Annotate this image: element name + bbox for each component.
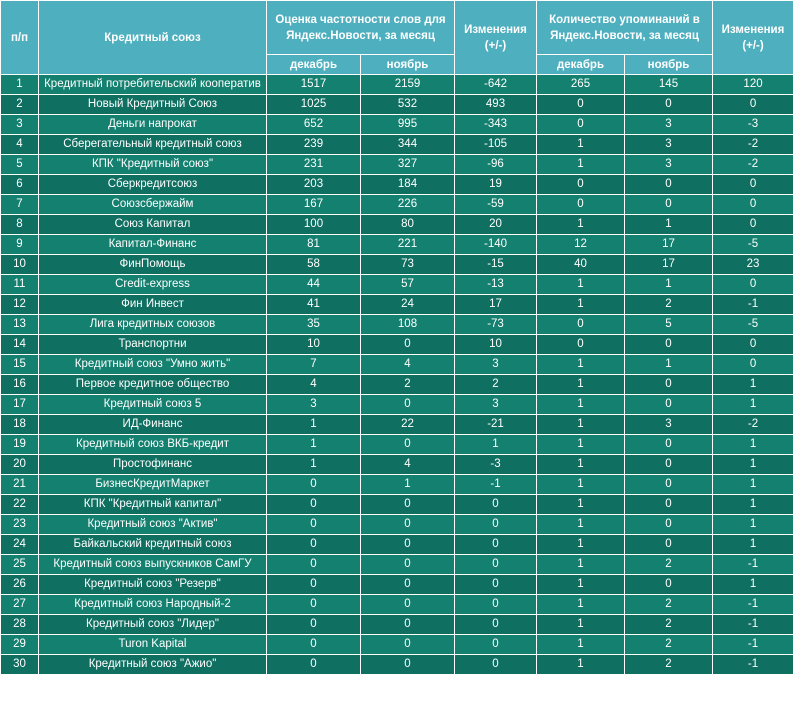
cell-num: 15 [1, 355, 39, 375]
cell-frequency-december: 1517 [267, 75, 361, 95]
cell-frequency-november: 221 [361, 235, 455, 255]
cell-name: Кредитный союз "Умно жить" [39, 355, 267, 375]
cell-mentions-change: 120 [713, 75, 793, 95]
cell-mentions-change: 1 [713, 535, 793, 555]
cell-frequency-change: 0 [455, 635, 537, 655]
table-row [1, 355, 793, 375]
table-row [1, 635, 793, 655]
table-row [1, 555, 793, 575]
cell-frequency-november: 0 [361, 335, 455, 355]
cell-frequency-change: -140 [455, 235, 537, 255]
cell-num: 23 [1, 515, 39, 535]
header-mentions-november: ноябрь [625, 55, 713, 75]
cell-mentions-change: 0 [713, 95, 793, 115]
cell-frequency-november: 0 [361, 595, 455, 615]
cell-frequency-november: 1 [361, 475, 455, 495]
table-header [1, 1, 793, 75]
cell-mentions-change: 1 [713, 495, 793, 515]
cell-mentions-november: 0 [625, 535, 713, 555]
cell-num: 27 [1, 595, 39, 615]
cell-mentions-november: 2 [625, 295, 713, 315]
cell-mentions-november: 2 [625, 635, 713, 655]
cell-mentions-change: 1 [713, 395, 793, 415]
cell-mentions-change: 0 [713, 275, 793, 295]
cell-frequency-november: 4 [361, 455, 455, 475]
cell-num: 29 [1, 635, 39, 655]
cell-mentions-change: -1 [713, 555, 793, 575]
cell-frequency-change: 17 [455, 295, 537, 315]
cell-name: ИД-Финанс [39, 415, 267, 435]
cell-num: 22 [1, 495, 39, 515]
cell-name: Кредитный потребительский кооператив [39, 75, 267, 95]
cell-name: Turon Kapital [39, 635, 267, 655]
cell-mentions-november: 2 [625, 595, 713, 615]
table-row [1, 475, 793, 495]
cell-frequency-change: -343 [455, 115, 537, 135]
cell-mentions-change: -3 [713, 115, 793, 135]
cell-frequency-november: 0 [361, 635, 455, 655]
cell-frequency-december: 0 [267, 515, 361, 535]
cell-mentions-change: -1 [713, 615, 793, 635]
table-row [1, 455, 793, 475]
cell-name: Credit-express [39, 275, 267, 295]
cell-frequency-change: 1 [455, 435, 537, 455]
cell-frequency-change: 3 [455, 395, 537, 415]
cell-num: 13 [1, 315, 39, 335]
cell-frequency-november: 184 [361, 175, 455, 195]
cell-mentions-december: 1 [537, 155, 625, 175]
cell-mentions-november: 0 [625, 375, 713, 395]
cell-mentions-december: 1 [537, 515, 625, 535]
header-row-top [1, 1, 793, 55]
cell-name: Простофинанс [39, 455, 267, 475]
cell-mentions-december: 1 [537, 215, 625, 235]
header-num: п/п [1, 1, 39, 75]
cell-num: 18 [1, 415, 39, 435]
table-row [1, 155, 793, 175]
cell-frequency-change: 493 [455, 95, 537, 115]
cell-mentions-december: 1 [537, 355, 625, 375]
cell-mentions-december: 12 [537, 235, 625, 255]
cell-mentions-november: 17 [625, 235, 713, 255]
cell-frequency-change: 10 [455, 335, 537, 355]
cell-mentions-december: 0 [537, 335, 625, 355]
cell-num: 26 [1, 575, 39, 595]
cell-mentions-november: 2 [625, 655, 713, 675]
cell-mentions-november: 1 [625, 275, 713, 295]
cell-mentions-change: -2 [713, 135, 793, 155]
table-row [1, 295, 793, 315]
cell-mentions-change: -2 [713, 155, 793, 175]
cell-mentions-december: 1 [537, 575, 625, 595]
cell-name: Новый Кредитный Союз [39, 95, 267, 115]
cell-frequency-change: -3 [455, 455, 537, 475]
cell-name: Фин Инвест [39, 295, 267, 315]
table-row [1, 515, 793, 535]
cell-frequency-november: 344 [361, 135, 455, 155]
cell-num: 8 [1, 215, 39, 235]
cell-name: Союзсбержайм [39, 195, 267, 215]
cell-frequency-december: 203 [267, 175, 361, 195]
cell-mentions-december: 1 [537, 295, 625, 315]
cell-frequency-november: 0 [361, 615, 455, 635]
cell-mentions-december: 1 [537, 395, 625, 415]
header-mentions-december: декабрь [537, 55, 625, 75]
cell-mentions-change: 0 [713, 335, 793, 355]
cell-mentions-november: 0 [625, 495, 713, 515]
cell-mentions-december: 265 [537, 75, 625, 95]
cell-mentions-november: 17 [625, 255, 713, 275]
cell-num: 30 [1, 655, 39, 675]
cell-frequency-december: 1025 [267, 95, 361, 115]
cell-num: 16 [1, 375, 39, 395]
header-frequency-december: декабрь [267, 55, 361, 75]
cell-num: 17 [1, 395, 39, 415]
cell-mentions-change: -5 [713, 235, 793, 255]
cell-mentions-december: 1 [537, 555, 625, 575]
table-row [1, 75, 793, 95]
table-row [1, 255, 793, 275]
cell-frequency-december: 0 [267, 555, 361, 575]
table-row [1, 235, 793, 255]
cell-frequency-november: 0 [361, 575, 455, 595]
header-change-mentions: Изменения (+/-) [713, 1, 793, 75]
cell-name: КПК "Кредитный капитал" [39, 495, 267, 515]
cell-frequency-december: 35 [267, 315, 361, 335]
cell-mentions-november: 145 [625, 75, 713, 95]
cell-mentions-december: 1 [537, 475, 625, 495]
cell-mentions-change: 23 [713, 255, 793, 275]
cell-mentions-november: 0 [625, 515, 713, 535]
cell-mentions-change: 1 [713, 515, 793, 535]
cell-mentions-november: 3 [625, 135, 713, 155]
cell-frequency-november: 0 [361, 655, 455, 675]
table-row [1, 215, 793, 235]
table-row [1, 95, 793, 115]
cell-name: Сберегательный кредитный союз [39, 135, 267, 155]
cell-mentions-november: 0 [625, 575, 713, 595]
cell-frequency-change: 19 [455, 175, 537, 195]
cell-mentions-november: 1 [625, 215, 713, 235]
cell-frequency-change: 0 [455, 575, 537, 595]
cell-frequency-change: 0 [455, 655, 537, 675]
cell-frequency-november: 24 [361, 295, 455, 315]
table-row [1, 595, 793, 615]
cell-mentions-november: 0 [625, 95, 713, 115]
cell-num: 1 [1, 75, 39, 95]
cell-num: 6 [1, 175, 39, 195]
cell-num: 25 [1, 555, 39, 575]
cell-frequency-december: 0 [267, 535, 361, 555]
cell-frequency-december: 3 [267, 395, 361, 415]
cell-num: 10 [1, 255, 39, 275]
cell-mentions-december: 1 [537, 495, 625, 515]
cell-mentions-december: 1 [537, 595, 625, 615]
cell-frequency-november: 4 [361, 355, 455, 375]
header-mentions-group: Количество упоминаний в Яндекс.Новости, за месяц [537, 1, 713, 55]
table-row [1, 495, 793, 515]
cell-frequency-november: 995 [361, 115, 455, 135]
cell-mentions-change: -1 [713, 635, 793, 655]
header-frequency-november: ноябрь [361, 55, 455, 75]
cell-frequency-november: 226 [361, 195, 455, 215]
cell-name: Лига кредитных союзов [39, 315, 267, 335]
cell-frequency-change: -13 [455, 275, 537, 295]
table-row [1, 315, 793, 335]
cell-frequency-november: 0 [361, 435, 455, 455]
cell-frequency-change: 0 [455, 495, 537, 515]
cell-frequency-december: 239 [267, 135, 361, 155]
cell-frequency-change: 0 [455, 595, 537, 615]
cell-frequency-december: 4 [267, 375, 361, 395]
cell-name: БизнесКредитМаркет [39, 475, 267, 495]
cell-num: 7 [1, 195, 39, 215]
cell-frequency-change: 0 [455, 535, 537, 555]
cell-mentions-december: 1 [537, 435, 625, 455]
cell-mentions-november: 0 [625, 455, 713, 475]
cell-mentions-november: 2 [625, 615, 713, 635]
table-row [1, 535, 793, 555]
cell-name: Кредитный союз ВКБ-кредит [39, 435, 267, 455]
cell-frequency-change: 0 [455, 615, 537, 635]
cell-frequency-change: 20 [455, 215, 537, 235]
cell-frequency-december: 231 [267, 155, 361, 175]
table-row [1, 115, 793, 135]
cell-mentions-change: 0 [713, 195, 793, 215]
cell-mentions-december: 40 [537, 255, 625, 275]
cell-mentions-november: 5 [625, 315, 713, 335]
cell-num: 28 [1, 615, 39, 635]
cell-frequency-december: 0 [267, 475, 361, 495]
cell-name: Кредитный союз "Ажио" [39, 655, 267, 675]
cell-name: Сберкредитсоюз [39, 175, 267, 195]
cell-name: Первое кредитное общество [39, 375, 267, 395]
cell-frequency-change: 3 [455, 355, 537, 375]
cell-mentions-december: 1 [537, 635, 625, 655]
table-row [1, 395, 793, 415]
cell-frequency-december: 1 [267, 435, 361, 455]
cell-name: Кредитный союз Народный-2 [39, 595, 267, 615]
cell-mentions-december: 1 [537, 415, 625, 435]
cell-mentions-december: 0 [537, 175, 625, 195]
cell-frequency-december: 167 [267, 195, 361, 215]
cell-frequency-december: 652 [267, 115, 361, 135]
cell-mentions-november: 3 [625, 155, 713, 175]
cell-mentions-change: 1 [713, 575, 793, 595]
cell-mentions-change: 1 [713, 435, 793, 455]
cell-mentions-change: -1 [713, 655, 793, 675]
cell-frequency-change: -59 [455, 195, 537, 215]
cell-mentions-november: 0 [625, 175, 713, 195]
table-row [1, 275, 793, 295]
cell-mentions-change: 0 [713, 175, 793, 195]
cell-mentions-november: 0 [625, 395, 713, 415]
cell-mentions-november: 0 [625, 335, 713, 355]
cell-frequency-change: 0 [455, 515, 537, 535]
cell-mentions-change: -1 [713, 595, 793, 615]
header-change-frequency: Изменения (+/-) [455, 1, 537, 75]
table-row [1, 435, 793, 455]
cell-num: 24 [1, 535, 39, 555]
cell-frequency-change: -642 [455, 75, 537, 95]
cell-frequency-december: 10 [267, 335, 361, 355]
cell-num: 3 [1, 115, 39, 135]
header-frequency-group: Оценка частотности слов для Яндекс.Новости, за месяц [267, 1, 455, 55]
cell-mentions-change: 1 [713, 475, 793, 495]
cell-mentions-december: 1 [537, 655, 625, 675]
table-row [1, 175, 793, 195]
cell-frequency-november: 0 [361, 395, 455, 415]
cell-name: Капитал-Финанс [39, 235, 267, 255]
cell-frequency-december: 0 [267, 595, 361, 615]
cell-mentions-november: 2 [625, 555, 713, 575]
table-row [1, 655, 793, 675]
cell-frequency-december: 0 [267, 615, 361, 635]
cell-frequency-december: 0 [267, 635, 361, 655]
cell-name: Кредитный союз выпускников СамГУ [39, 555, 267, 575]
cell-num: 2 [1, 95, 39, 115]
cell-name: КПК "Кредитный союз" [39, 155, 267, 175]
cell-frequency-december: 0 [267, 655, 361, 675]
cell-frequency-november: 108 [361, 315, 455, 335]
cell-mentions-december: 1 [537, 615, 625, 635]
cell-frequency-november: 0 [361, 555, 455, 575]
table-row [1, 415, 793, 435]
cell-mentions-december: 1 [537, 135, 625, 155]
cell-num: 5 [1, 155, 39, 175]
cell-frequency-december: 1 [267, 415, 361, 435]
cell-frequency-change: -1 [455, 475, 537, 495]
cell-frequency-november: 0 [361, 515, 455, 535]
cell-frequency-november: 0 [361, 495, 455, 515]
cell-mentions-december: 0 [537, 95, 625, 115]
cell-frequency-november: 73 [361, 255, 455, 275]
cell-mentions-november: 3 [625, 415, 713, 435]
table-row [1, 375, 793, 395]
cell-mentions-december: 1 [537, 275, 625, 295]
cell-mentions-november: 1 [625, 355, 713, 375]
cell-mentions-december: 1 [537, 375, 625, 395]
cell-frequency-december: 41 [267, 295, 361, 315]
cell-frequency-change: -105 [455, 135, 537, 155]
cell-name: Кредитный союз "Резерв" [39, 575, 267, 595]
header-name: Кредитный союз [39, 1, 267, 75]
cell-frequency-december: 44 [267, 275, 361, 295]
cell-num: 21 [1, 475, 39, 495]
cell-frequency-change: 0 [455, 555, 537, 575]
cell-name: ФинПомощь [39, 255, 267, 275]
cell-frequency-november: 57 [361, 275, 455, 295]
cell-frequency-change: -15 [455, 255, 537, 275]
cell-mentions-change: -5 [713, 315, 793, 335]
cell-frequency-december: 100 [267, 215, 361, 235]
cell-mentions-november: 0 [625, 475, 713, 495]
cell-name: Байкальский кредитный союз [39, 535, 267, 555]
cell-mentions-december: 0 [537, 195, 625, 215]
cell-name: Кредитный союз "Лидер" [39, 615, 267, 635]
cell-mentions-change: 0 [713, 355, 793, 375]
cell-frequency-november: 532 [361, 95, 455, 115]
cell-frequency-december: 81 [267, 235, 361, 255]
cell-num: 11 [1, 275, 39, 295]
table-row [1, 575, 793, 595]
cell-name: Деньги напрокат [39, 115, 267, 135]
cell-mentions-november: 0 [625, 195, 713, 215]
cell-mentions-december: 1 [537, 455, 625, 475]
cell-mentions-change: 1 [713, 455, 793, 475]
cell-name: Кредитный союз 5 [39, 395, 267, 415]
cell-num: 9 [1, 235, 39, 255]
cell-frequency-december: 1 [267, 455, 361, 475]
cell-num: 12 [1, 295, 39, 315]
cell-num: 14 [1, 335, 39, 355]
cell-frequency-change: -96 [455, 155, 537, 175]
cell-mentions-november: 0 [625, 435, 713, 455]
table-row [1, 615, 793, 635]
cell-mentions-change: 0 [713, 215, 793, 235]
cell-frequency-change: 2 [455, 375, 537, 395]
table-body [1, 75, 793, 675]
cell-frequency-november: 0 [361, 535, 455, 555]
cell-name: Союз Капитал [39, 215, 267, 235]
cell-frequency-change: -73 [455, 315, 537, 335]
cell-num: 20 [1, 455, 39, 475]
cell-frequency-december: 0 [267, 495, 361, 515]
cell-mentions-change: 1 [713, 375, 793, 395]
cell-frequency-december: 0 [267, 575, 361, 595]
cell-frequency-november: 2 [361, 375, 455, 395]
table-row [1, 135, 793, 155]
cell-frequency-november: 80 [361, 215, 455, 235]
cell-mentions-december: 1 [537, 535, 625, 555]
cell-frequency-november: 327 [361, 155, 455, 175]
cell-num: 4 [1, 135, 39, 155]
table-row [1, 335, 793, 355]
cell-name: Кредитный союз "Актив" [39, 515, 267, 535]
table-row [1, 195, 793, 215]
cell-frequency-change: -21 [455, 415, 537, 435]
cell-frequency-november: 22 [361, 415, 455, 435]
cell-mentions-november: 3 [625, 115, 713, 135]
cell-frequency-december: 58 [267, 255, 361, 275]
cell-mentions-change: -1 [713, 295, 793, 315]
cell-mentions-change: -2 [713, 415, 793, 435]
cell-name: Транспортни [39, 335, 267, 355]
cell-frequency-november: 2159 [361, 75, 455, 95]
cell-mentions-december: 0 [537, 115, 625, 135]
cell-frequency-december: 7 [267, 355, 361, 375]
cell-num: 19 [1, 435, 39, 455]
cell-mentions-december: 0 [537, 315, 625, 335]
